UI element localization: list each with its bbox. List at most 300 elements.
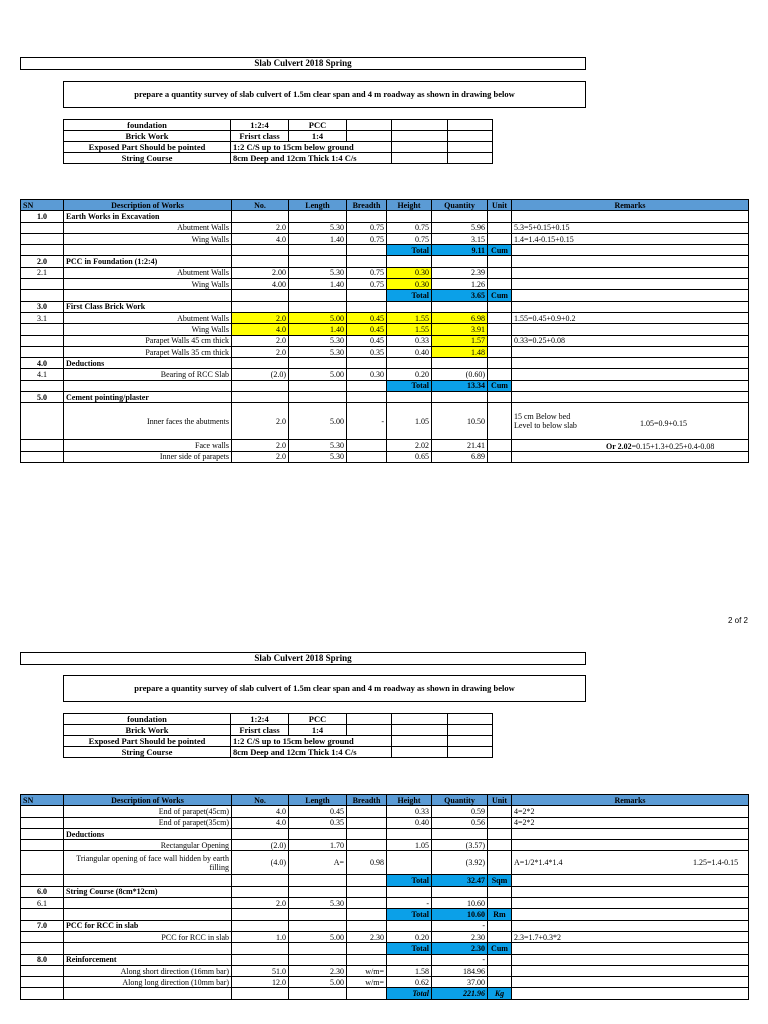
breadth-cell: 0.75 <box>347 233 387 244</box>
unit-cell <box>488 920 512 931</box>
description-cell <box>64 380 232 391</box>
description-cell: Abutment Walls <box>64 312 232 323</box>
unit-cell <box>488 898 512 909</box>
quantity-cell: 1.26 <box>432 279 488 290</box>
page1-title: Slab Culvert 2018 Spring <box>20 57 586 70</box>
info-empty-cell <box>392 725 448 736</box>
breadth-cell <box>347 920 387 931</box>
sn-cell <box>21 828 64 839</box>
no-cell <box>232 358 289 369</box>
no-cell: 4.0 <box>232 233 289 244</box>
breadth-cell <box>347 828 387 839</box>
page1-remark-note-1: 1.05=0.9+0.15 <box>640 419 688 428</box>
description-cell: Face walls <box>64 440 232 451</box>
unit-cell <box>488 279 512 290</box>
remarks-cell <box>512 840 749 851</box>
sn-cell <box>21 931 64 942</box>
length-cell <box>289 256 347 267</box>
description-cell: Along short direction (16mm bar) <box>64 965 232 976</box>
table-row <box>21 312 749 323</box>
description-cell: End of parapet(45cm) <box>64 806 232 817</box>
quantity-cell: - <box>432 920 488 931</box>
breadth-cell <box>347 806 387 817</box>
breadth-cell <box>347 290 387 301</box>
sn-cell <box>21 851 64 875</box>
info-label: foundation <box>64 120 231 131</box>
no-cell <box>232 920 289 931</box>
description-cell: Deductions <box>64 358 232 369</box>
quantity-cell: 10.60 <box>432 898 488 909</box>
remarks-cell <box>512 324 749 335</box>
height-cell: Total <box>387 380 432 391</box>
quantity-cell: - <box>432 954 488 965</box>
length-cell: 5.00 <box>289 403 347 440</box>
breadth-cell <box>347 392 387 403</box>
length-cell: 5.00 <box>289 931 347 942</box>
breadth-cell: w/m= <box>347 977 387 988</box>
table-row <box>21 931 749 942</box>
breadth-cell <box>347 817 387 828</box>
quantity-cell: 1.48 <box>432 346 488 357</box>
info-row <box>64 736 493 747</box>
info-empty-cell <box>347 120 392 131</box>
length-cell: 0.45 <box>289 806 347 817</box>
no-cell: 12.0 <box>232 977 289 988</box>
unit-cell: Rm <box>488 909 512 920</box>
height-cell: 1.58 <box>387 965 432 976</box>
no-cell: 2.00 <box>232 267 289 278</box>
section-row <box>21 954 749 965</box>
section-row <box>21 886 749 897</box>
quantity-cell: 0.56 <box>432 817 488 828</box>
unit-cell <box>488 828 512 839</box>
info-value-2: 1:4 <box>289 725 347 736</box>
length-cell <box>289 954 347 965</box>
unit-cell <box>488 977 512 988</box>
height-cell <box>387 954 432 965</box>
height-cell: 1.55 <box>387 324 432 335</box>
height-cell <box>387 358 432 369</box>
height-cell: 0.65 <box>387 451 432 462</box>
height-cell: Total <box>387 943 432 954</box>
unit-cell <box>488 886 512 897</box>
sn-cell: 8.0 <box>21 954 64 965</box>
breadth-cell <box>347 301 387 312</box>
breadth-cell <box>347 886 387 897</box>
no-cell <box>232 875 289 886</box>
length-cell <box>289 886 347 897</box>
section-row <box>21 392 749 403</box>
breadth-cell <box>347 875 387 886</box>
length-cell <box>289 875 347 886</box>
column-header: Height <box>387 795 432 806</box>
remarks-cell <box>512 245 749 256</box>
sn-cell <box>21 324 64 335</box>
breadth-cell <box>347 358 387 369</box>
info-value-1: 1:2:4 <box>231 714 289 725</box>
sn-cell <box>21 279 64 290</box>
sn-cell <box>21 403 64 440</box>
column-header: Breadth <box>347 200 387 211</box>
length-cell: 5.00 <box>289 369 347 380</box>
description-cell <box>64 988 232 999</box>
remarks-cell: 1.55=0.45+0.9+0.2 <box>512 312 749 323</box>
quantity-cell: (3.92) <box>432 851 488 875</box>
table-row <box>21 369 749 380</box>
length-cell: 5.30 <box>289 898 347 909</box>
description-cell <box>64 875 232 886</box>
height-cell: 0.40 <box>387 346 432 357</box>
breadth-cell <box>347 943 387 954</box>
info-row <box>64 725 493 736</box>
height-cell <box>387 301 432 312</box>
column-header: Quantity <box>432 795 488 806</box>
quantity-cell: 1.57 <box>432 335 488 346</box>
column-header: Quantity <box>432 200 488 211</box>
breadth-cell: 0.98 <box>347 851 387 875</box>
info-empty-cell <box>392 736 448 747</box>
description-cell: Bearing of RCC Slab <box>64 369 232 380</box>
info-empty-cell <box>392 714 448 725</box>
description-cell: Reinforcement <box>64 954 232 965</box>
unit-cell <box>488 965 512 976</box>
breadth-cell: 0.75 <box>347 279 387 290</box>
height-cell: 0.75 <box>387 222 432 233</box>
remarks-cell <box>512 920 749 931</box>
sn-cell: 7.0 <box>21 920 64 931</box>
info-value: 1:2 C/S up to 15cm below ground <box>231 142 392 153</box>
sn-cell: 3.1 <box>21 312 64 323</box>
sn-cell <box>21 290 64 301</box>
unit-cell <box>488 301 512 312</box>
description-cell: Parapet Walls 35 cm thick <box>64 346 232 357</box>
remarks-cell <box>512 267 749 278</box>
height-cell: Total <box>387 988 432 999</box>
no-cell: 2.0 <box>232 403 289 440</box>
info-value-2: PCC <box>289 714 347 725</box>
column-header: Length <box>289 795 347 806</box>
page1-info-table <box>63 119 493 164</box>
length-cell <box>289 301 347 312</box>
length-cell: 5.30 <box>289 335 347 346</box>
unit-cell <box>488 312 512 323</box>
height-cell <box>387 828 432 839</box>
no-cell: 4.0 <box>232 806 289 817</box>
table-row <box>21 851 749 875</box>
breadth-cell <box>347 211 387 222</box>
quantity-cell <box>432 886 488 897</box>
sn-cell: 1.0 <box>21 211 64 222</box>
no-cell <box>232 380 289 391</box>
description-cell: Inner side of parapets <box>64 451 232 462</box>
quantity-cell <box>432 392 488 403</box>
length-cell: 1.70 <box>289 840 347 851</box>
no-cell <box>232 886 289 897</box>
info-label: Exposed Part Should be pointed <box>64 736 231 747</box>
remarks-cell <box>512 954 749 965</box>
remarks-cell: 15 cm Below bed Level to below slab <box>512 403 749 440</box>
column-header: Height <box>387 200 432 211</box>
table-row <box>21 817 749 828</box>
remarks-cell <box>512 358 749 369</box>
no-cell: 51.0 <box>232 965 289 976</box>
description-cell: String Course (8cm*12cm) <box>64 886 232 897</box>
sn-cell <box>21 806 64 817</box>
breadth-cell <box>347 440 387 451</box>
breadth-cell: 0.75 <box>347 222 387 233</box>
info-value-1: Frisrt class <box>231 131 289 142</box>
section-row <box>21 301 749 312</box>
length-cell <box>289 943 347 954</box>
table-row <box>21 898 749 909</box>
unit-cell <box>488 233 512 244</box>
remarks-cell <box>512 909 749 920</box>
height-cell <box>387 920 432 931</box>
length-cell <box>289 211 347 222</box>
breadth-cell <box>347 451 387 462</box>
no-cell <box>232 392 289 403</box>
page2-subtitle: prepare a quantity survey of slab culvert of 1.5m clear span and 4 m roadway as shown in drawing below <box>63 675 586 702</box>
remarks-cell: 4=2*2 <box>512 817 749 828</box>
no-cell: 1.0 <box>232 931 289 942</box>
no-cell: 2.0 <box>232 440 289 451</box>
height-cell: 0.75 <box>387 233 432 244</box>
unit-cell: Cum <box>488 943 512 954</box>
length-cell: 5.30 <box>289 267 347 278</box>
no-cell: 4.0 <box>232 324 289 335</box>
length-cell <box>289 920 347 931</box>
sn-cell: 4.1 <box>21 369 64 380</box>
table-row <box>21 324 749 335</box>
info-label: Exposed Part Should be pointed <box>64 142 231 153</box>
quantity-cell: (3.57) <box>432 840 488 851</box>
no-cell <box>232 988 289 999</box>
remarks-cell <box>512 256 749 267</box>
info-label: foundation <box>64 714 231 725</box>
unit-cell <box>488 335 512 346</box>
description-cell: Wing Walls <box>64 233 232 244</box>
length-cell <box>289 828 347 839</box>
quantity-cell: 10.60 <box>432 909 488 920</box>
quantity-cell: 221.96 <box>432 988 488 999</box>
info-empty-cell <box>347 725 392 736</box>
sn-cell <box>21 346 64 357</box>
no-cell: 2.0 <box>232 222 289 233</box>
remarks-cell <box>512 977 749 988</box>
description-cell: PCC for RCC in slab <box>64 931 232 942</box>
no-cell: 2.0 <box>232 346 289 357</box>
description-cell: Cement pointing/plaster <box>64 392 232 403</box>
height-cell: 0.40 <box>387 817 432 828</box>
height-cell: 0.20 <box>387 931 432 942</box>
breadth-cell <box>347 988 387 999</box>
height-cell: 1.55 <box>387 312 432 323</box>
height-cell: Total <box>387 909 432 920</box>
unit-cell <box>488 392 512 403</box>
breadth-cell: - <box>347 403 387 440</box>
section-row <box>21 828 749 839</box>
info-empty-cell <box>448 153 493 164</box>
breadth-cell: 0.75 <box>347 267 387 278</box>
length-cell: A= <box>289 851 347 875</box>
column-header: SN <box>21 200 64 211</box>
sn-cell <box>21 817 64 828</box>
no-cell: 4.0 <box>232 817 289 828</box>
section-row <box>21 256 749 267</box>
unit-cell <box>488 267 512 278</box>
quantity-cell <box>432 301 488 312</box>
info-value: 1:2 C/S up to 15cm below ground <box>231 736 392 747</box>
description-cell: Triangular opening of face wall hidden by earth filling <box>64 851 232 875</box>
breadth-cell <box>347 898 387 909</box>
sn-cell <box>21 451 64 462</box>
description-cell: Earth Works in Excavation <box>64 211 232 222</box>
info-empty-cell <box>347 714 392 725</box>
unit-cell: Cum <box>488 290 512 301</box>
description-cell: Abutment Walls <box>64 267 232 278</box>
page2-quantity-table <box>20 794 749 1000</box>
table-row <box>21 346 749 357</box>
remarks-cell: A=1/2*1.4*1.4 <box>512 851 749 875</box>
length-cell: 5.30 <box>289 222 347 233</box>
no-cell: 2.0 <box>232 898 289 909</box>
total-row <box>21 380 749 391</box>
description-cell <box>64 290 232 301</box>
remarks-cell <box>512 828 749 839</box>
unit-cell <box>488 440 512 451</box>
length-cell: 1.40 <box>289 279 347 290</box>
unit-cell <box>488 954 512 965</box>
remarks-cell <box>512 875 749 886</box>
info-empty-cell <box>448 736 493 747</box>
section-row <box>21 358 749 369</box>
remarks-cell <box>512 451 749 462</box>
table-row <box>21 806 749 817</box>
unit-cell <box>488 211 512 222</box>
page2-title: Slab Culvert 2018 Spring <box>20 652 586 665</box>
info-label: String Course <box>64 747 231 758</box>
height-cell: 0.33 <box>387 806 432 817</box>
quantity-cell: 10.50 <box>432 403 488 440</box>
height-cell: 0.30 <box>387 279 432 290</box>
remarks-cell <box>512 346 749 357</box>
length-cell: 5.30 <box>289 451 347 462</box>
height-cell <box>387 256 432 267</box>
height-cell <box>387 211 432 222</box>
total-row <box>21 290 749 301</box>
height-cell: 0.33 <box>387 335 432 346</box>
length-cell <box>289 392 347 403</box>
info-value: 8cm Deep and 12cm Thick 1:4 C/s <box>231 153 392 164</box>
sn-cell: 2.1 <box>21 267 64 278</box>
sn-cell: 3.0 <box>21 301 64 312</box>
breadth-cell <box>347 256 387 267</box>
quantity-cell: 2.30 <box>432 931 488 942</box>
info-empty-cell <box>448 142 493 153</box>
no-cell <box>232 245 289 256</box>
unit-cell: Sqm <box>488 875 512 886</box>
no-cell <box>232 290 289 301</box>
unit-cell <box>488 806 512 817</box>
info-empty-cell <box>392 153 448 164</box>
description-cell: Parapet Walls 45 cm thick <box>64 335 232 346</box>
total-row <box>21 988 749 999</box>
height-cell: 0.30 <box>387 267 432 278</box>
sn-cell: 6.1 <box>21 898 64 909</box>
breadth-cell: 0.45 <box>347 335 387 346</box>
sn-cell <box>21 840 64 851</box>
sn-cell <box>21 380 64 391</box>
unit-cell <box>488 346 512 357</box>
height-cell: Total <box>387 245 432 256</box>
info-value: 8cm Deep and 12cm Thick 1:4 C/s <box>231 747 392 758</box>
unit-cell: Kg <box>488 988 512 999</box>
unit-cell <box>488 358 512 369</box>
remarks-cell: 1.4=1.4-0.15+0.15 <box>512 233 749 244</box>
page-number: 2 of 2 <box>727 616 748 625</box>
remarks-cell <box>512 211 749 222</box>
info-label: String Course <box>64 153 231 164</box>
breadth-cell: 0.45 <box>347 324 387 335</box>
info-value-2: PCC <box>289 120 347 131</box>
quantity-cell: 6.98 <box>432 312 488 323</box>
length-cell: 1.40 <box>289 324 347 335</box>
height-cell: 1.05 <box>387 403 432 440</box>
table-row <box>21 279 749 290</box>
quantity-cell: 13.34 <box>432 380 488 391</box>
unit-cell <box>488 931 512 942</box>
table-row <box>21 451 749 462</box>
page1-subtitle: prepare a quantity survey of slab culvert of 1.5m clear span and 4 m roadway as shown in drawing below <box>63 81 586 108</box>
sn-cell <box>21 943 64 954</box>
no-cell <box>232 301 289 312</box>
unit-cell: Cum <box>488 245 512 256</box>
breadth-cell: 2.30 <box>347 931 387 942</box>
description-cell: Wing Walls <box>64 324 232 335</box>
remarks-cell: 4=2*2 <box>512 806 749 817</box>
sn-cell <box>21 977 64 988</box>
total-row <box>21 909 749 920</box>
height-cell <box>387 392 432 403</box>
sn-cell: 5.0 <box>21 392 64 403</box>
remarks-cell <box>512 369 749 380</box>
no-cell: (2.0) <box>232 840 289 851</box>
description-cell: PCC for RCC in slab <box>64 920 232 931</box>
quantity-cell: 37.00 <box>432 977 488 988</box>
breadth-cell: w/m= <box>347 965 387 976</box>
quantity-cell: 32.47 <box>432 875 488 886</box>
table-row <box>21 222 749 233</box>
remarks-cell <box>512 898 749 909</box>
info-empty-cell <box>448 725 493 736</box>
remarks-cell: 0.33=0.25+0.08 <box>512 335 749 346</box>
column-header: No. <box>232 200 289 211</box>
column-header: Remarks <box>512 200 749 211</box>
page2-info-table <box>63 713 493 758</box>
no-cell: (2.0) <box>232 369 289 380</box>
length-cell <box>289 909 347 920</box>
column-header: Length <box>289 200 347 211</box>
sn-cell <box>21 965 64 976</box>
info-row <box>64 120 493 131</box>
info-empty-cell <box>448 120 493 131</box>
total-row <box>21 943 749 954</box>
length-cell: 1.40 <box>289 233 347 244</box>
remarks-cell: 5.3=5+0.15+0.15 <box>512 222 749 233</box>
description-cell: Deductions <box>64 828 232 839</box>
description-cell: Wing Walls <box>64 279 232 290</box>
description-cell <box>64 245 232 256</box>
